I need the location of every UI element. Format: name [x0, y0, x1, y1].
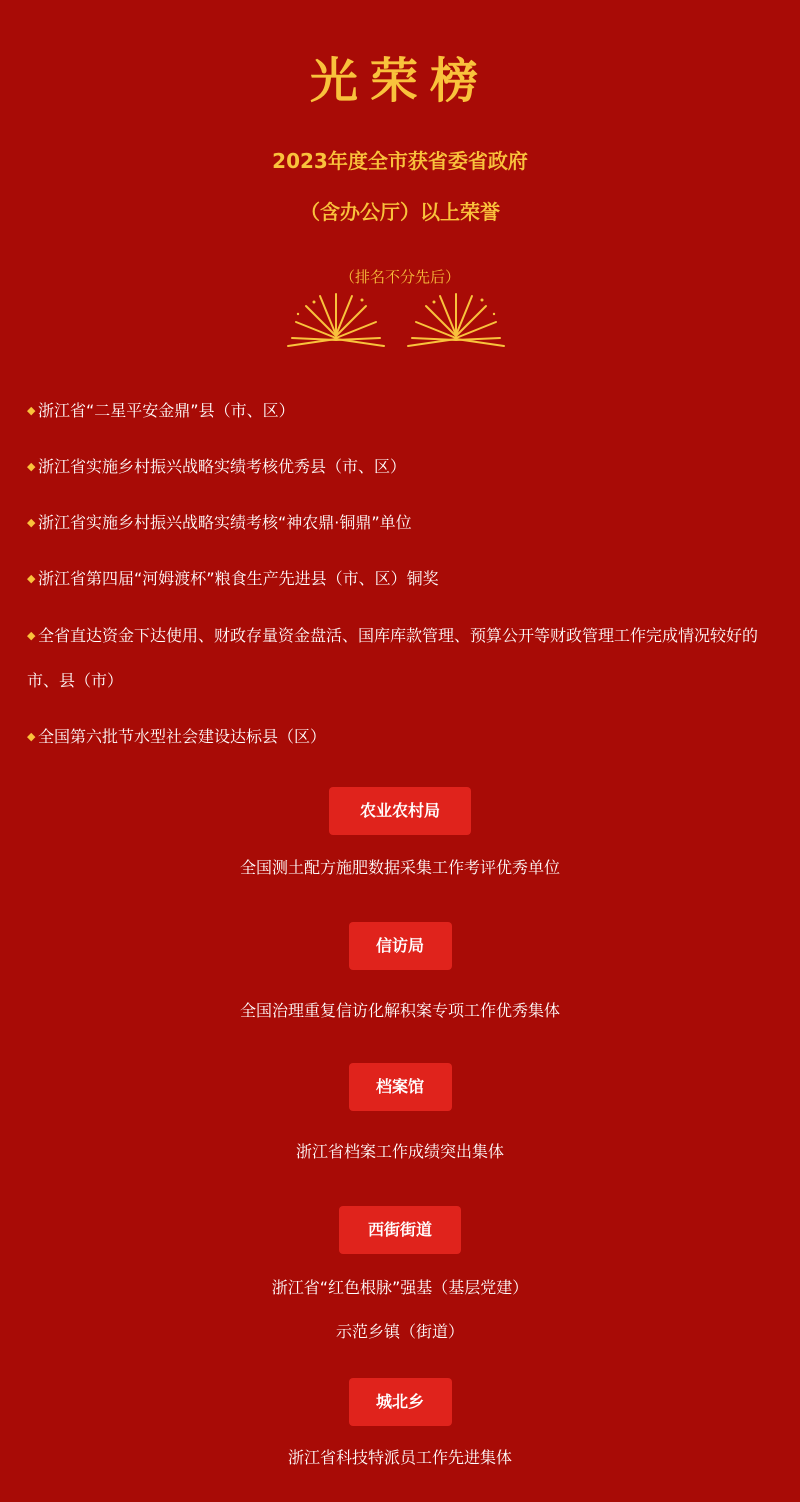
unit-honor: [0, 1266, 800, 1354]
list-item-text: 浙江省“二星平安金鼎”县（市、区）: [38, 401, 295, 420]
subtitle-line-2: （含办公厅）以上荣誉: [300, 200, 500, 224]
unit-honor: 浙江省科技特派员工作先进集体: [287, 1448, 512, 1467]
diamond-bullet-icon: ◆: [27, 572, 36, 585]
unit-badge: 西街街道: [339, 1206, 461, 1254]
unit-honor-line: 示范乡镇（街道）: [335, 1322, 464, 1341]
unit-honor-line: 浙江省“红色根脉”强基（基层党建）: [271, 1278, 529, 1297]
list-item: [27, 395, 777, 427]
unit-badge: 农业农村局: [329, 787, 471, 835]
fireworks-decoration-icon: [284, 292, 509, 350]
unit-honor: 浙江省档案工作成绩突出集体: [295, 1142, 504, 1161]
page-title: 光荣榜: [309, 53, 490, 109]
unit-badge: 档案馆: [349, 1063, 452, 1111]
list-item-text: 浙江省第四届“河姆渡杯”粮食生产先进县（市、区）铜奖: [38, 569, 439, 588]
diamond-bullet-icon: ◆: [27, 460, 36, 473]
unit-xijie-street: [0, 1206, 800, 1354]
diamond-bullet-icon: ◆: [27, 404, 36, 417]
honors-list: [27, 395, 777, 777]
list-item-text: 全国第六批节水型社会建设达标县（区）: [38, 727, 327, 746]
list-item: [27, 451, 777, 483]
list-item: [27, 613, 777, 703]
list-item: [27, 721, 777, 753]
subtitle-line-1: 2023年度全市获省委省政府: [272, 149, 528, 173]
unit-honor: 全国治理重复信访化解积案专项工作优秀集体: [239, 1001, 560, 1020]
unit-badge: 城北乡: [349, 1378, 452, 1426]
unit-agriculture: [0, 787, 800, 878]
list-item-text: 浙江省实施乡村振兴战略实绩考核优秀县（市、区）: [38, 457, 407, 476]
unit-petition-bureau: [0, 922, 800, 1021]
unit-honor: 全国测土配方施肥数据采集工作考评优秀单位: [239, 858, 560, 877]
diamond-bullet-icon: ◆: [27, 730, 36, 743]
list-item-text: 浙江省实施乡村振兴战略实绩考核“神农鼎·铜鼎”单位: [38, 513, 412, 532]
unit-badge: 信访局: [349, 922, 452, 970]
list-item: [27, 507, 777, 539]
list-item-text: 全省直达资金下达使用、财政存量资金盘活、国库库款管理、预算公开等财政管理工作完成情况较好的市、县（市）: [27, 626, 759, 690]
list-item: [27, 563, 777, 595]
unit-chengbei-township: [0, 1378, 800, 1478]
diamond-bullet-icon: ◆: [27, 629, 36, 642]
diamond-bullet-icon: ◆: [27, 516, 36, 529]
ranking-note: （排名不分先后）: [339, 268, 460, 286]
unit-archives: [0, 1063, 800, 1162]
